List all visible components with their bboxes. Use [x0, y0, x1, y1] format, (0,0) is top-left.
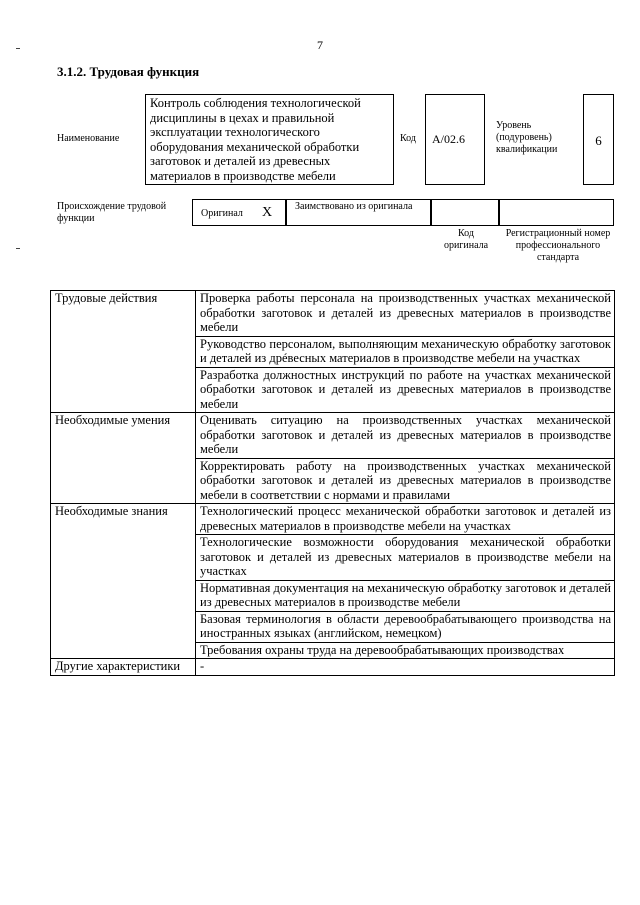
name-label: Наименование — [57, 133, 120, 144]
table-cell: Требования охраны труда на деревообрабатывающих производствах — [196, 642, 615, 659]
margin-mark — [16, 48, 20, 49]
original-mark: X — [262, 205, 273, 220]
section-title-cell: Необходимые знания — [51, 504, 196, 659]
table-cell: Нормативная документация на механическую обработку заготовок и деталей из древесных материалов в производстве мебели — [196, 580, 615, 611]
table-row — [51, 291, 615, 337]
margin-mark — [16, 248, 20, 249]
reg-number-box — [499, 199, 614, 226]
code-label: Код — [400, 133, 416, 144]
section-title-cell: Трудовые действия — [51, 291, 196, 413]
origin-label: Происхождение трудовой функции — [57, 201, 167, 224]
table-cell: Руководство персоналом, выполняющим механическую обработку заготовок и деталей из дрéвесных материалов в производстве мебели на участках — [196, 336, 615, 367]
reg-number-label: Регистрационный номер профессионального стандарта — [505, 228, 611, 263]
function-details-table — [50, 290, 615, 676]
code-original-label: Код оригинала — [443, 228, 489, 251]
code-original-box — [431, 199, 499, 226]
table-cell: Проверка работы персонала на производственных участках механической обработки заготовок и деталей из древесных материалов в производстве мебели — [196, 291, 615, 337]
borrowed-label: Заимствовано из оригинала — [295, 201, 413, 212]
borrowed-box — [286, 199, 431, 226]
page-number: 7 — [317, 38, 323, 52]
level-label: Уровень (подуровень) квалификации — [496, 120, 558, 155]
table-row — [51, 504, 615, 535]
table-cell: Базовая терминология в области деревообрабатывающего производства на иностранных языках (английском, немецком) — [196, 611, 615, 642]
section-title-cell: Другие характеристики — [51, 659, 196, 676]
table-cell: - — [196, 659, 615, 676]
function-name: Контроль соблюдения технологической дисциплины в цехах и правильной эксплуатации технологического оборудования механической обработки заготовок и деталей из древесных материалов в производстве мебели — [150, 96, 361, 183]
table-cell: Разработка должностных инструкций по работе на участках механической обработки заготовок и деталей из древесных материалов в производстве мебели — [196, 367, 615, 413]
code-value: A/02.6 — [432, 132, 465, 146]
table-cell: Технологические возможности оборудования механической обработки заготовок и деталей из древесных материалов в производстве мебели на участках — [196, 535, 615, 581]
original-box — [192, 199, 286, 226]
section-title: 3.1.2. Трудовая функция — [57, 64, 200, 79]
table-cell: Технологический процесс механической обработки заготовок и деталей из древесных материалов в производстве мебели на участках — [196, 504, 615, 535]
original-label: Оригинал — [201, 208, 243, 219]
table-cell: Оценивать ситуацию на производственных участках механической обработки заготовок и деталей из древесных материалов в производстве мебели — [196, 413, 615, 459]
code-box — [425, 94, 485, 185]
function-name-box — [145, 94, 394, 185]
table-row — [51, 659, 615, 676]
table-row — [51, 413, 615, 459]
level-box — [583, 94, 614, 185]
level-value: 6 — [595, 133, 602, 148]
table-cell: Корректировать работу на производственных участках механической обработки заготовок и деталей из древесных материалов в производстве мебели в соответствии с нормами и правилами — [196, 458, 615, 504]
section-title-cell: Необходимые умения — [51, 413, 196, 504]
